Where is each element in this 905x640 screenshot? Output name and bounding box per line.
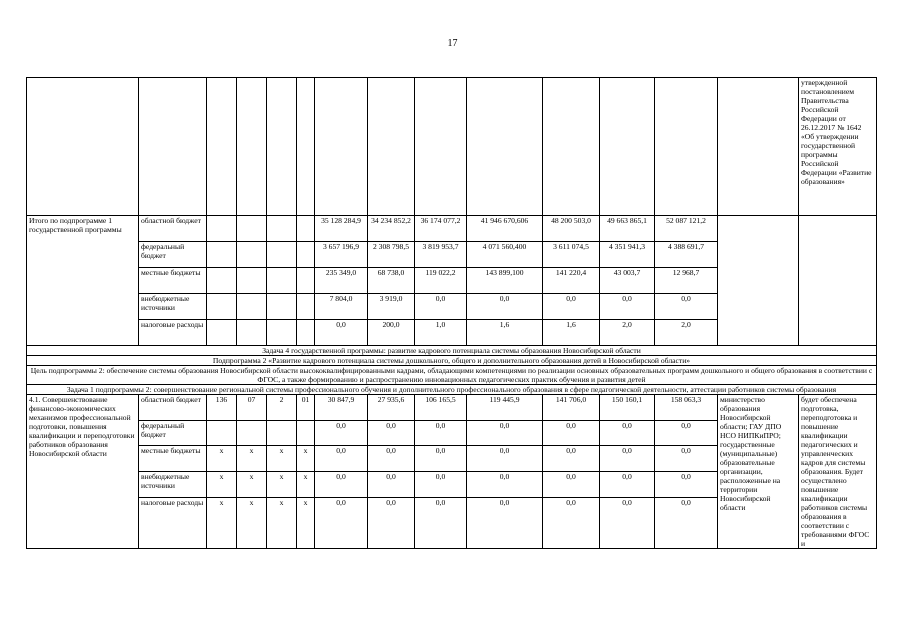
amount-cell: 36 174 077,2 (415, 216, 467, 242)
amount-cell: 0,0 (467, 294, 543, 320)
code-cell: x (267, 471, 297, 497)
amount-cell: 0,0 (543, 471, 600, 497)
amount-cell: 0,0 (368, 446, 415, 472)
amount-cell: 4 388 691,7 (655, 242, 718, 268)
code-cell (237, 320, 267, 346)
amount-cell: 3 919,0 (368, 294, 415, 320)
code-cell: 07 (237, 395, 267, 421)
amount-cell: 1,6 (467, 320, 543, 346)
amount-cell: 12 968,7 (655, 268, 718, 294)
amount-cell: 235 349,0 (315, 268, 368, 294)
amount-cell: 0,0 (543, 294, 600, 320)
amount-cell: 3 819 953,7 (415, 242, 467, 268)
code-cell: 136 (207, 395, 237, 421)
amount-cell: 0,0 (315, 497, 368, 548)
code-cell: x (237, 497, 267, 548)
goal-header-row (27, 366, 877, 385)
amount-cell: 143 899,100 (467, 268, 543, 294)
code-cell: x (207, 471, 237, 497)
code-cell (267, 320, 297, 346)
task-header: Задача 4 государственной программы: развитие кадрового потенциала системы образования Новосибирской области (27, 346, 877, 356)
amount-cell: 30 847,9 (315, 395, 368, 421)
amount-cell: 0,0 (415, 446, 467, 472)
amount-cell: 2,0 (655, 320, 718, 346)
amount-cell: 0,0 (600, 471, 655, 497)
amount-cell: 0,0 (655, 471, 718, 497)
code-cell (267, 268, 297, 294)
result-cell: будет обеспечена подготовка, переподготовка и повышение квалификации педагогических и управленческих кадров для системы образования. Будет осуществлено повышение квалификации работников системы образования в соответствии с требованиями ФГОС и (799, 395, 877, 549)
code-cell: x (267, 497, 297, 548)
amount-cell: 0,0 (315, 446, 368, 472)
code-cell (267, 242, 297, 268)
code-cell (297, 268, 315, 294)
amount-cell: 0,0 (415, 420, 467, 446)
amount-cell: 119 445,9 (467, 395, 543, 421)
funding-source: местные бюджеты (139, 268, 207, 294)
amount-cell: 0,0 (600, 446, 655, 472)
code-cell (237, 294, 267, 320)
funding-source: областной бюджет (139, 216, 207, 242)
code-cell (297, 242, 315, 268)
funding-source: налоговые расходы (139, 320, 207, 346)
amount-cell: 4 071 560,400 (467, 242, 543, 268)
amount-cell: 27 935,6 (368, 395, 415, 421)
amount-cell: 106 165,5 (415, 395, 467, 421)
amount-cell: 34 234 852,2 (368, 216, 415, 242)
amount-cell: 0,0 (368, 420, 415, 446)
code-cell (267, 420, 297, 446)
amount-cell: 150 160,1 (600, 395, 655, 421)
amount-cell: 0,0 (543, 497, 600, 548)
amount-cell: 0,0 (600, 420, 655, 446)
amount-cell: 0,0 (368, 497, 415, 548)
program-table (26, 77, 877, 549)
amount-cell: 0,0 (415, 294, 467, 320)
code-cell: x (297, 446, 315, 472)
code-cell (237, 268, 267, 294)
amount-cell: 0,0 (315, 320, 368, 346)
amount-cell: 52 087 121,2 (655, 216, 718, 242)
amount-cell: 0,0 (655, 420, 718, 446)
amount-cell: 0,0 (315, 420, 368, 446)
code-cell: x (297, 471, 315, 497)
code-cell (237, 420, 267, 446)
code-cell (207, 294, 237, 320)
amount-cell: 7 804,0 (315, 294, 368, 320)
amount-cell: 2 308 798,5 (368, 242, 415, 268)
funding-source: внебюджетные источники (139, 294, 207, 320)
funding-source: налоговые расходы (139, 497, 207, 548)
page-number: 17 (447, 38, 458, 49)
amount-cell: 4 351 941,3 (600, 242, 655, 268)
amount-cell: 41 946 670,606 (467, 216, 543, 242)
amount-cell: 3 657 196,9 (315, 242, 368, 268)
total-row (27, 216, 877, 242)
amount-cell: 0,0 (467, 446, 543, 472)
amount-cell: 3 611 074,5 (543, 242, 600, 268)
code-cell: x (207, 446, 237, 472)
amount-cell: 0,0 (655, 294, 718, 320)
code-cell (297, 320, 315, 346)
amount-cell: 119 022,2 (415, 268, 467, 294)
amount-cell: 1,6 (543, 320, 600, 346)
measure-label: 4.1. Совершенствование финансово-экономических механизмов профессиональной подготовки, повышения квалификации и переподготовки работников образования Новосибирской области (27, 395, 139, 549)
total-label: Итого по подпрограмме 1 государственной программы (27, 216, 139, 346)
legal-basis-note: утвержденной постановлением Правительства Российской Федерации от 26.12.2017 № 1642 «Об утверждении государственной программы Российской Федерации «Развитие образования» (799, 78, 877, 216)
amount-cell: 68 738,0 (368, 268, 415, 294)
code-cell (207, 242, 237, 268)
task-header: Задача 1 подпрограммы 2: совершенствование региональной системы профессионального обучения и дополнительного профессионального образования в сфере педагогической деятельности, аттестации работников системы образования (27, 385, 877, 395)
amount-cell: 0,0 (655, 446, 718, 472)
amount-cell: 200,0 (368, 320, 415, 346)
code-cell (207, 216, 237, 242)
code-cell: x (237, 446, 267, 472)
amount-cell: 48 200 503,0 (543, 216, 600, 242)
amount-cell: 43 003,7 (600, 268, 655, 294)
amount-cell: 0,0 (467, 471, 543, 497)
result-cell (799, 216, 877, 346)
goal-header: Цель подпрограммы 2: обеспечение системы образования Новосибирской области высококвалифицированными кадрами, обладающими компетенциями по реализации основных образовательных программ дошкольного и общего образования в соответствии с ФГОС, а также формированию и распространению инновационных педагогических практик обучения и развития детей (27, 366, 877, 385)
amount-cell: 158 063,3 (655, 395, 718, 421)
funding-source: местные бюджеты (139, 446, 207, 472)
amount-cell: 0,0 (600, 497, 655, 548)
code-cell (297, 216, 315, 242)
code-cell (207, 420, 237, 446)
code-cell (237, 242, 267, 268)
funding-source: областной бюджет (139, 395, 207, 421)
code-cell (267, 294, 297, 320)
amount-cell: 0,0 (315, 471, 368, 497)
amount-cell: 2,0 (600, 320, 655, 346)
amount-cell: 0,0 (655, 497, 718, 548)
amount-cell: 141 706,0 (543, 395, 600, 421)
task-header-row (27, 385, 877, 395)
code-cell (297, 294, 315, 320)
code-cell (297, 420, 315, 446)
continuation-row (27, 78, 877, 216)
amount-cell: 0,0 (543, 420, 600, 446)
amount-cell: 0,0 (415, 471, 467, 497)
code-cell (267, 216, 297, 242)
amount-cell: 141 220,4 (543, 268, 600, 294)
measure-row (27, 395, 877, 421)
subprogram-header: Подпрограмма 2 «Развитие кадрового потенциала системы дошкольного, общего и дополнительного образования детей в Новосибирской области» (27, 356, 877, 366)
amount-cell: 0,0 (467, 497, 543, 548)
amount-cell: 0,0 (600, 294, 655, 320)
executor-cell (718, 216, 799, 346)
amount-cell: 0,0 (467, 420, 543, 446)
amount-cell: 1,0 (415, 320, 467, 346)
subprogram-header-row (27, 356, 877, 366)
code-cell: x (297, 497, 315, 548)
funding-source: внебюджетные источники (139, 471, 207, 497)
code-cell (207, 268, 237, 294)
funding-source: федеральный бюджет (139, 242, 207, 268)
funding-source: федеральный бюджет (139, 420, 207, 446)
code-cell: 01 (297, 395, 315, 421)
code-cell: x (237, 471, 267, 497)
amount-cell: 0,0 (543, 446, 600, 472)
code-cell: 2 (267, 395, 297, 421)
code-cell: x (207, 497, 237, 548)
amount-cell: 35 128 284,9 (315, 216, 368, 242)
code-cell (237, 216, 267, 242)
code-cell (207, 320, 237, 346)
amount-cell: 49 663 865,1 (600, 216, 655, 242)
task-header-row (27, 346, 877, 356)
amount-cell: 0,0 (415, 497, 467, 548)
amount-cell: 0,0 (368, 471, 415, 497)
code-cell: x (267, 446, 297, 472)
executor-cell: министерство образования Новосибирской области; ГАУ ДПО НСО НИПКиПРО; государственные (муниципальные) образовательные организации, расположенные на территории Новосибирской области (718, 395, 799, 549)
